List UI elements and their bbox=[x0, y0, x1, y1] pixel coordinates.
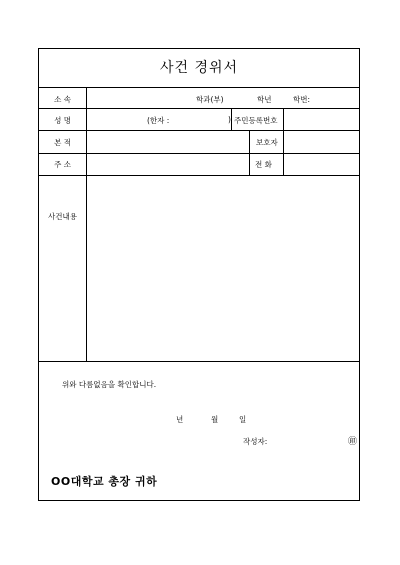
incident-content-label: 사건내용 bbox=[48, 212, 77, 221]
hanja-text: (한자 : bbox=[147, 116, 170, 125]
date-year: 년 bbox=[176, 415, 184, 424]
name-label: 성 명 bbox=[54, 116, 71, 125]
grade-text: 학년 bbox=[257, 95, 272, 104]
form-title: 사건 경위서 bbox=[39, 49, 359, 88]
origin-label: 본 적 bbox=[54, 138, 71, 147]
addressee-line: OO대학교 총장 귀하 bbox=[51, 475, 158, 488]
row-divider bbox=[39, 108, 359, 109]
row-divider bbox=[39, 130, 359, 131]
row-divider bbox=[39, 153, 359, 154]
address-label: 주 소 bbox=[54, 160, 71, 169]
row-divider bbox=[39, 361, 359, 362]
row-divider bbox=[39, 175, 359, 176]
affiliation-label: 소 속 bbox=[54, 95, 71, 104]
column-divider bbox=[231, 108, 232, 130]
phone-label: 전 화 bbox=[255, 160, 272, 169]
guardian-label: 보호자 bbox=[256, 138, 278, 147]
rrn-label: 주민등록번호 bbox=[234, 116, 278, 125]
column-divider bbox=[283, 108, 284, 175]
student-no-text: 학번: bbox=[293, 95, 311, 104]
hanja-close-text: ) bbox=[228, 115, 231, 124]
author-label: 작성자: bbox=[243, 437, 268, 446]
column-divider bbox=[249, 130, 250, 175]
seal-mark: ㊞ bbox=[348, 437, 358, 447]
date-day: 일 bbox=[239, 415, 247, 424]
school-text: 학과(부) bbox=[196, 95, 224, 104]
confirmation-statement: 위와 다름없음을 확인합니다. bbox=[62, 380, 157, 389]
label-column-divider bbox=[86, 87, 87, 361]
date-month: 월 bbox=[211, 415, 219, 424]
incident-report-form bbox=[38, 48, 360, 501]
